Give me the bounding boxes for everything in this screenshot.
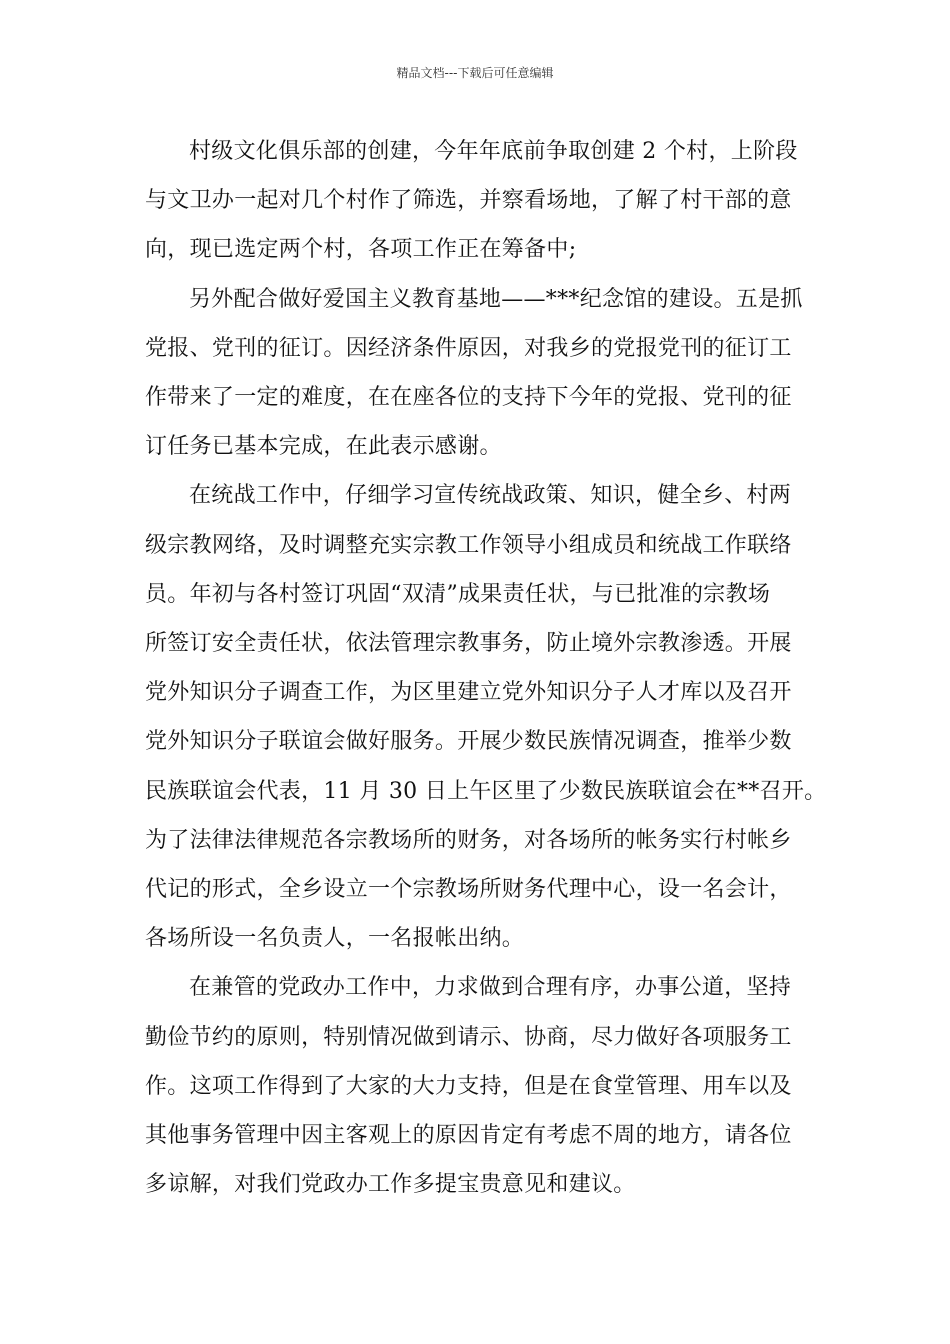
paragraph-line: 代记的形式，全乡设立一个宗教场所财务代理中心，设一名会计， [145, 877, 792, 903]
paragraph-line: 勤俭节约的原则，特别情况做到请示、协商，尽力做好各项服务工 [145, 1024, 792, 1050]
paragraph-line: 作。这项工作得到了大家的大力支持，但是在食堂管理、用车以及 [145, 1073, 792, 1099]
paragraph-line: 党外知识分子调查工作，为区里建立党外知识分子人才库以及召开 [145, 680, 792, 706]
paragraph-line: 村级文化俱乐部的创建，今年年底前争取创建 2 个村，上阶段 [189, 139, 798, 164]
page-header: 精品文档---下载后可任意编辑 [396, 66, 554, 80]
paragraph-line: 党报、党刊的征订。因经济条件原因，对我乡的党报党刊的征订工 [145, 335, 792, 361]
paragraph-line: 在兼管的党政办工作中，力求做到合理有序，办事公道，坚持 [189, 975, 792, 1001]
paragraph-line: 民族联谊会代表，11 月 30 日上午区里了少数民族联谊会在**召开。 [145, 778, 827, 804]
paragraph-line: 订任务已基本完成，在此表示感谢。 [145, 434, 502, 460]
paragraph-line: 多谅解，对我们党政办工作多提宝贵意见和建议。 [145, 1172, 636, 1198]
paragraph-line: 其他事务管理中因主客观上的原因肯定有考虑不周的地方，请各位 [145, 1123, 792, 1149]
paragraph-line: 向，现已选定两个村，各项工作正在筹备中; [145, 237, 577, 263]
document-body [145, 127, 827, 1209]
paragraph-line: 作带来了一定的难度，在在座各位的支持下今年的党报、党刊的征 [145, 385, 792, 411]
paragraph-line: 各场所设一名负责人，一名报帐出纳。 [145, 926, 525, 952]
paragraph-club-creation [145, 127, 807, 275]
paragraph-line: 与文卫办一起对几个村作了筛选，并察看场地，了解了村干部的意 [145, 188, 792, 214]
paragraph-line: 为了法律法律规范各宗教场所的财务，对各场所的帐务实行村帐乡 [145, 827, 792, 853]
paragraph-line: 级宗教网络，及时调整充实宗教工作领导小组成员和统战工作联络 [145, 532, 792, 558]
paragraph-line: 员。年初与各村签订巩固“双清”成果责任状，与已批准的宗教场 [145, 581, 771, 607]
paragraph-line: 所签订安全责任状，依法管理宗教事务，防止境外宗教渗透。开展 [145, 631, 792, 657]
paragraph-line: 党外知识分子联谊会做好服务。开展少数民族情况调查，推举少数 [145, 729, 792, 755]
paragraph-united-front [145, 471, 827, 963]
paragraph-party-press [145, 275, 807, 472]
paragraph-line: 在统战工作中，仔细学习宣传统战政策、知识，健全乡、村两 [189, 483, 792, 509]
paragraph-line: 另外配合做好爱国主义教育基地——***纪念馆的建设。五是抓 [189, 286, 803, 312]
paragraph-office-work [145, 963, 807, 1209]
